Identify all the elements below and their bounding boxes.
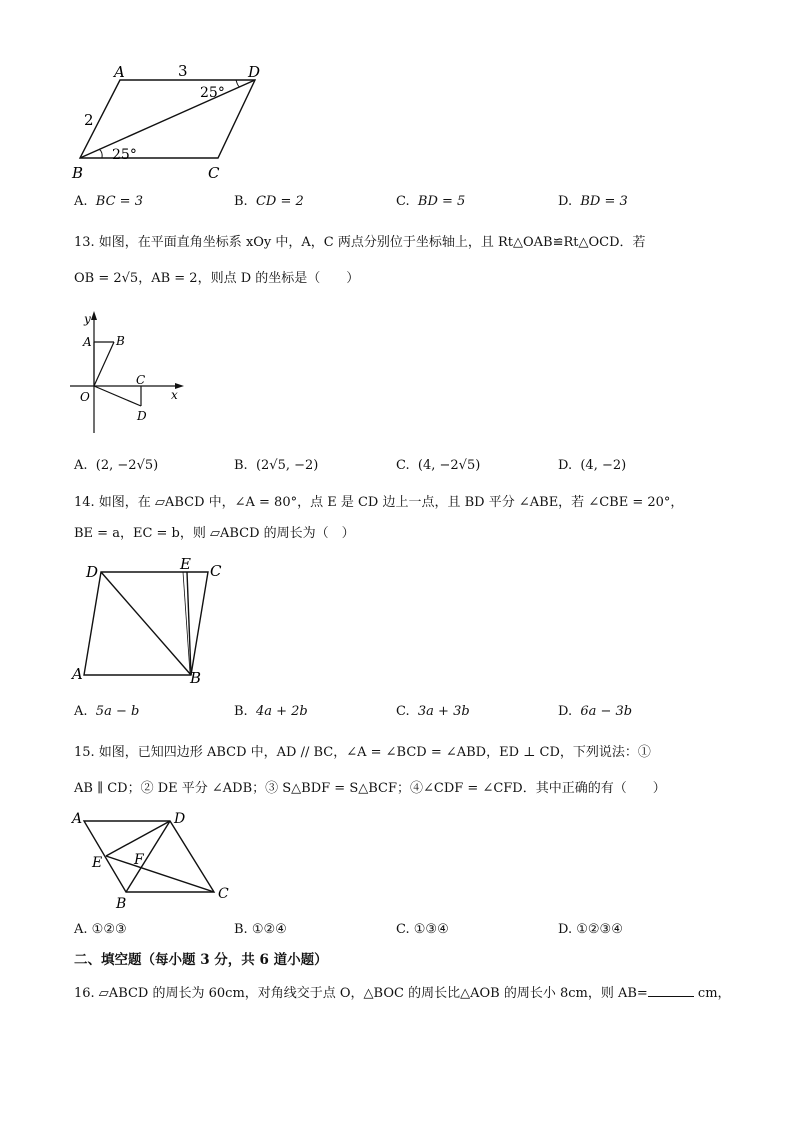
q13-label-c: C xyxy=(136,373,146,387)
q15-label-d: D xyxy=(174,811,186,827)
q15-option-a[interactable]: A. ①②③ xyxy=(74,922,127,937)
q12-label-d: D xyxy=(248,63,261,81)
q14-label-a: A xyxy=(72,665,83,683)
q14-label-c: C xyxy=(210,562,222,580)
q15-option-d[interactable]: D. ①②③④ xyxy=(558,922,623,937)
q13-label-x: x xyxy=(171,388,178,402)
q13-stem-line2: OB = 2√5，AB = 2，则点 D 的坐标是（ ） xyxy=(74,271,360,286)
q12-angle-b: 25° xyxy=(112,147,137,163)
q13-stem-line1: 13. 如图，在平面直角坐标系 xOy 中，A，C 两点分别位于坐标轴上，且 Rt△OAB≌Rt△OCD．若 xyxy=(74,235,646,250)
q12-length-ad: 3 xyxy=(178,62,188,80)
q12-option-a[interactable]: A. BC = 3 xyxy=(74,194,143,209)
q16-text-after: cm， xyxy=(693,986,731,1001)
q14-label-b: B xyxy=(190,669,202,687)
q12-option-b[interactable]: B. CD = 2 xyxy=(234,194,304,209)
q13-option-a[interactable]: A. (2, −2√5) xyxy=(74,458,159,473)
q15-label-c: C xyxy=(218,886,229,902)
q13-label-b: B xyxy=(116,334,125,348)
q12-length-ab: 2 xyxy=(84,111,94,129)
q15-stem-line2: AB ∥ CD；② DE 平分 ∠ADB；③ S△BDF = S△BCF；④∠CDF = ∠CFD．其中正确的有（ ） xyxy=(74,781,666,796)
q12-option-c[interactable]: C. BD = 5 xyxy=(396,194,466,209)
q13-label-y: y xyxy=(84,312,91,326)
q14-label-d: D xyxy=(86,563,99,581)
q12-label-b: B xyxy=(72,164,84,182)
q15-option-b[interactable]: B. ①②④ xyxy=(234,922,287,937)
q13-option-d[interactable]: D. (4, −2) xyxy=(558,458,627,473)
q13-label-a: A xyxy=(83,335,92,349)
q15-label-e: E xyxy=(92,855,103,871)
q15-quadrilateral-figure xyxy=(64,806,239,912)
q16-stem xyxy=(74,984,731,1003)
q14-stem-line1: 14. 如图，在 ▱ABCD 中，∠A = 80°，点 E 是 CD 边上一点，且 BD 平分 ∠ABE，若 ∠CBE = 20°， xyxy=(74,495,684,510)
q15-label-b: B xyxy=(116,896,127,912)
q14-stem-line2: BE = a，EC = b，则 ▱ABCD 的周长为（ ） xyxy=(74,526,355,541)
q12-label-c: C xyxy=(208,164,220,182)
q13-option-c[interactable]: C. (4, −2√5) xyxy=(396,458,481,473)
q15-label-f: F xyxy=(134,852,144,868)
q13-coordinate-figure xyxy=(64,308,194,438)
q16-answer-blank[interactable] xyxy=(648,984,694,997)
q14-parallelogram-figure xyxy=(64,555,234,690)
q14-label-e: E xyxy=(180,555,191,573)
q14-option-d[interactable]: D. 6a − 3b xyxy=(558,704,633,719)
q14-option-c[interactable]: C. 3a + 3b xyxy=(396,704,470,719)
q14-option-b[interactable]: B. 4a + 2b xyxy=(234,704,308,719)
q15-label-a: A xyxy=(72,811,83,827)
section-heading-fill-in: 二、填空题（每小题 3 分，共 6 道小题） xyxy=(74,952,328,968)
q14-option-a[interactable]: A. 5a − b xyxy=(74,704,140,719)
q12-option-d[interactable]: D. BD = 3 xyxy=(558,194,628,209)
q16-text-before: 16. ▱ABCD 的周长为 60cm，对角线交于点 O，△BOC 的周长比△AOB 的周长小 8cm，则 AB= xyxy=(74,986,648,1001)
q13-label-d: D xyxy=(137,409,147,423)
q15-stem-line1: 15. 如图，已知四边形 ABCD 中，AD // BC，∠A = ∠BCD = ∠ABD，ED ⊥ CD，下列说法：① xyxy=(74,745,651,760)
q12-label-a: A xyxy=(114,63,125,81)
q13-option-b[interactable]: B. (2√5, −2) xyxy=(234,458,319,473)
q13-label-o: O xyxy=(80,390,90,404)
q15-option-c[interactable]: C. ①③④ xyxy=(396,922,449,937)
q12-angle-d: 25° xyxy=(200,85,225,101)
q12-parallelogram-figure xyxy=(60,55,280,185)
